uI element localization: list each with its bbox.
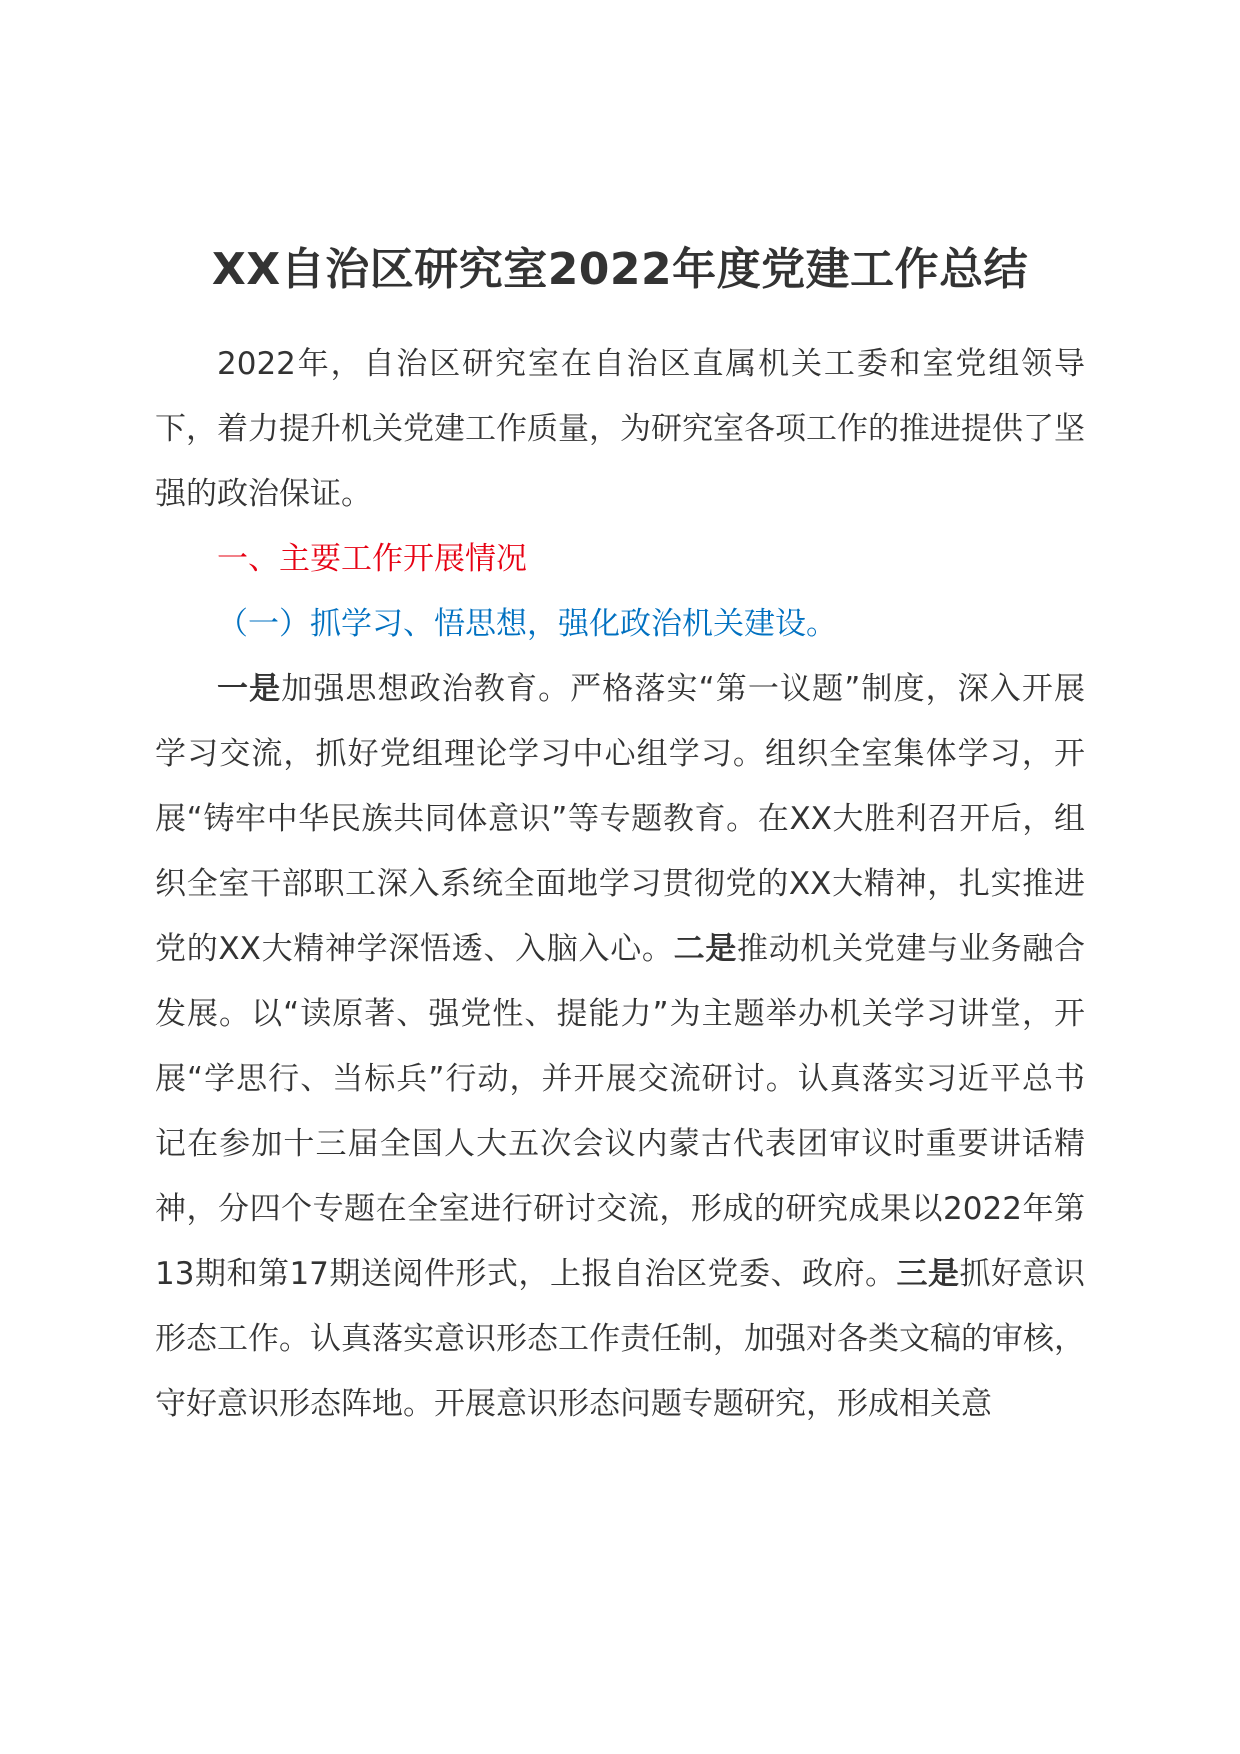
intro-paragraph: 2022年，自治区研究室在自治区直属机关工委和室党组领导下，着力提升机关党建工作质量，为研究室各项工作的推进提供了坚强的政治保证。 (155, 346, 1085, 512)
point-2-text: 推动机关党建与业务融合发展。以“读原著、强党性、提能力”为主题举办机关学习讲堂，开展“学思行、当标兵”行动，并开展交流研讨。认真落实习近平总书记在参加十三届全国人大五次会议内蒙古代表团审议时重要讲话精神，分四个专题在全室进行研讨交流，形成的研究成果以2022年第13期和第17期送阅件形式，上报自治区党委、政府。 (155, 931, 1086, 1292)
point-1-text: 加强思想政治教育。严格落实“第一议题”制度，深入开展学习交流，抓好党组理论学习中心组学习。组织全室集体学习，开展“铸牢中华民族共同体意识”等专题教育。在XX大胜利召开后，组织全室干部职工深入系统全面地学习贯彻党的XX大精神，扎实推进党的XX大精神学深悟透、入脑入心。 (155, 671, 1085, 967)
document-title: XX自治区研究室2022年度党建工作总结 (211, 244, 1029, 295)
point-3-text: 抓好意识形态工作。认真落实意识形态工作责任制，加强对各类文稿的审核，守好意识形态阵地。开展意识形态问题专题研究，形成相关意 (155, 1256, 1086, 1422)
lead-point-2: 二是 (673, 931, 738, 967)
lead-point-3: 三是 (896, 1256, 960, 1292)
main-paragraph (155, 657, 1085, 1437)
subsection-heading: （一）抓学习、悟思想，强化政治机关建设。 (217, 606, 837, 642)
section-heading: 一、主要工作开展情况 (217, 541, 527, 577)
lead-point-1: 一是 (217, 671, 282, 707)
